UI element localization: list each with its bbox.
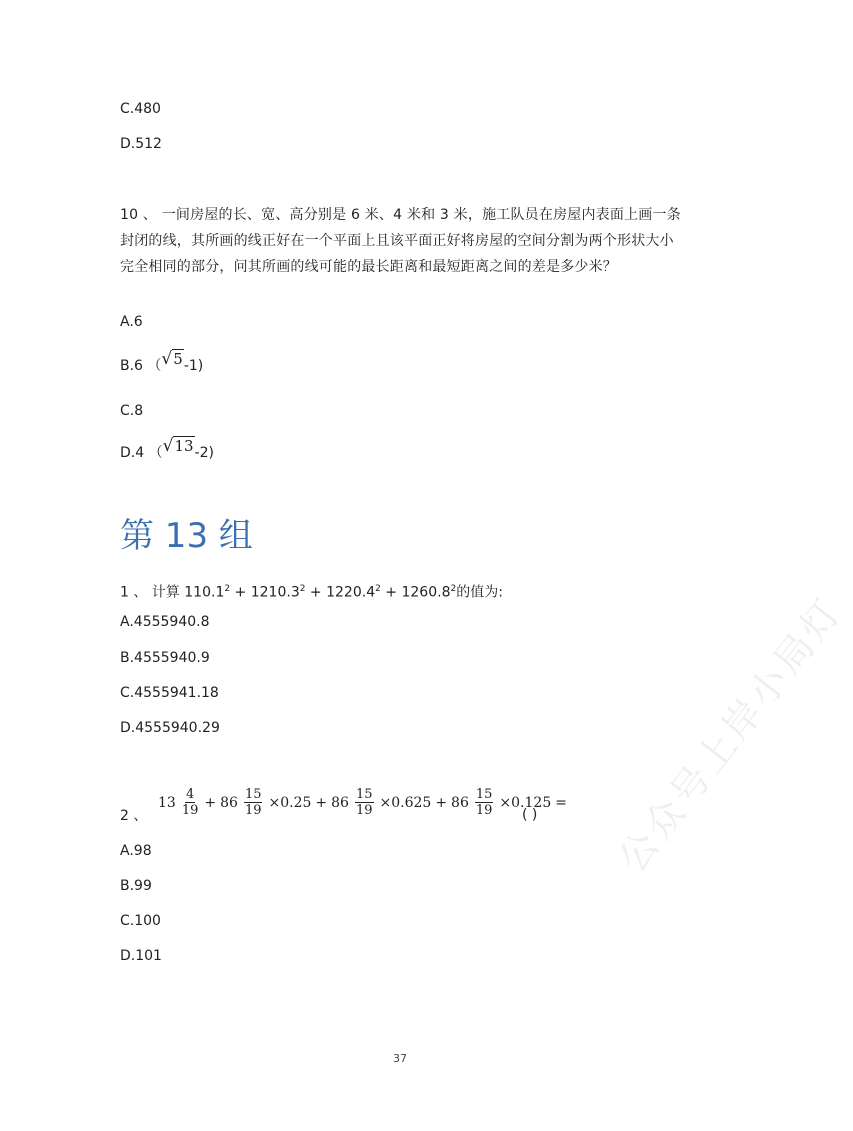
exponent: 2 bbox=[450, 584, 457, 594]
q10-option-d bbox=[120, 436, 214, 462]
q10-option-d-prefix: D.4 （ bbox=[120, 445, 163, 461]
q10-text: 10 、 一间房屋的长、宽、高分别是 6 米、4 米和 3 米，施工队员在房屋内表面上画一条封闭的线，其所画的线正好在一个平面上且该平面正好将房屋的空间分割为两个形状大小完全相同的部分，问其所画的线可能的最长距离和最短距离之间的差是多少米？ bbox=[120, 207, 681, 275]
multiplier: ×0.625 bbox=[379, 794, 432, 811]
fraction bbox=[475, 787, 494, 818]
q9-option-c: C.480 bbox=[120, 101, 161, 117]
mixed-number-whole: 86 bbox=[220, 794, 238, 811]
fraction-denominator: 19 bbox=[355, 803, 373, 818]
q1-term: 1260.8 bbox=[401, 584, 451, 601]
q10-option-c: C.8 bbox=[120, 403, 144, 419]
q2-option-d: D.101 bbox=[120, 948, 162, 964]
equals-sign: = bbox=[555, 794, 567, 811]
fraction-numerator: 15 bbox=[475, 787, 493, 802]
page-number: 37 bbox=[393, 1052, 407, 1065]
q9-option-d: D.512 bbox=[120, 136, 162, 152]
q10-option-d-suffix: -2) bbox=[194, 445, 214, 461]
fraction bbox=[355, 787, 374, 818]
mixed-number-whole: 86 bbox=[451, 794, 469, 811]
fraction-numerator: 15 bbox=[355, 787, 373, 802]
fraction-denominator: 19 bbox=[244, 803, 262, 818]
q1-text bbox=[120, 580, 503, 602]
mixed-number-whole: 86 bbox=[331, 794, 349, 811]
plus-sign: + bbox=[380, 584, 402, 601]
exponent: 2 bbox=[375, 584, 381, 594]
exponent: 2 bbox=[299, 584, 306, 594]
q1-prefix: 1 、 计算 bbox=[120, 584, 185, 601]
q10-option-b-radicand: 5 bbox=[173, 350, 183, 368]
q2-option-c: C.100 bbox=[120, 913, 161, 929]
exponent: 2 bbox=[224, 584, 231, 594]
multiplier: ×0.25 bbox=[268, 794, 312, 811]
q1-option-d: D.4555940.29 bbox=[120, 720, 220, 736]
fraction bbox=[244, 787, 263, 818]
q10-option-a: A.6 bbox=[120, 314, 143, 330]
sqrt-symbol: √5 bbox=[161, 349, 183, 369]
group-heading: 第 13 组 bbox=[120, 516, 253, 556]
q10-option-b bbox=[120, 349, 204, 375]
fraction-denominator: 19 bbox=[181, 803, 199, 818]
q10-option-b-prefix: B.6 （ bbox=[120, 358, 162, 374]
q2-label: 2 、 bbox=[120, 808, 148, 824]
q2-expression bbox=[158, 787, 567, 818]
q1-option-b: B.4555940.9 bbox=[120, 650, 210, 666]
q1-option-a: A.4555940.8 bbox=[120, 614, 210, 630]
q1-term: 1220.4 bbox=[326, 584, 376, 601]
q1-option-c: C.4555941.18 bbox=[120, 685, 219, 701]
plus-sign: + bbox=[230, 584, 251, 601]
sqrt-symbol: √13 bbox=[162, 436, 194, 456]
watermark: 公众号上岸小局灯 bbox=[609, 588, 852, 881]
q1-term: 110.1 bbox=[184, 584, 225, 601]
q2-option-a: A.98 bbox=[120, 843, 152, 859]
fraction bbox=[182, 787, 199, 818]
q10-option-d-radicand: 13 bbox=[174, 437, 194, 455]
plus-sign: + bbox=[305, 584, 327, 601]
answer-blank: ( ) bbox=[522, 807, 538, 823]
plus-sign: + bbox=[315, 794, 328, 811]
plus-sign: + bbox=[435, 794, 448, 811]
plus-sign: + bbox=[204, 794, 217, 811]
multiplier: ×0.125 bbox=[499, 794, 552, 811]
q1-suffix: 的值为: bbox=[456, 584, 503, 601]
q10-option-b-suffix: -1) bbox=[183, 358, 204, 374]
fraction-denominator: 19 bbox=[475, 803, 493, 818]
fraction-numerator: 4 bbox=[185, 787, 195, 802]
fraction-numerator: 15 bbox=[244, 787, 262, 802]
q2-option-b: B.99 bbox=[120, 878, 152, 894]
q1-term: 1210.3 bbox=[250, 584, 300, 601]
mixed-number-whole: 13 bbox=[158, 794, 176, 811]
